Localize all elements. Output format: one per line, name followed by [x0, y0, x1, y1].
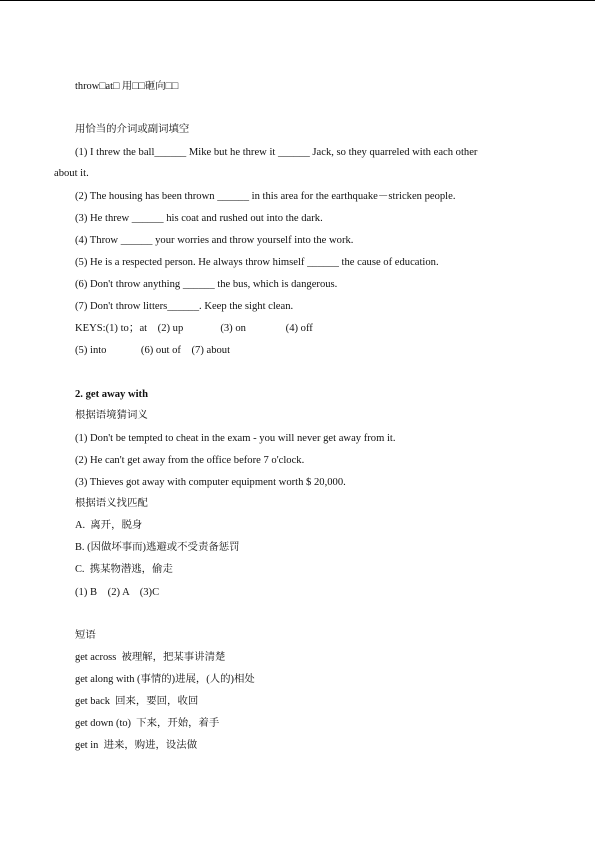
phrase-item-4: get down (to) 下来，开始，着手 [75, 718, 220, 729]
page-top-border [0, 0, 595, 1]
section1-heading: 用恰当的介词或副词填空 [75, 123, 190, 135]
exercise-item-7: (7) Don't throw litters______. Keep the sight clean. [75, 301, 294, 312]
example-sentence-3: (3) Thieves got away with computer equipment worth $ 20,000. [75, 477, 346, 488]
header-line: throw□at□ 用□□砸向□□ [75, 81, 179, 92]
phrase-item-3: get back 回来，要回，收回 [75, 696, 199, 707]
option-b: B. (因做坏事而)逃避或不受责备惩罚 [75, 542, 240, 553]
exercise-item-4: (4) Throw ______ your worries and throw yourself into the work. [75, 235, 354, 246]
match-heading: 根据语义找匹配 [75, 497, 148, 509]
phrase-item-1: get across 被理解，把某事讲清楚 [75, 652, 226, 663]
example-sentence-1: (1) Don't be tempted to cheat in the exam - you will never get away from it. [75, 433, 396, 444]
option-c: C. 携某物潜逃，偷走 [75, 564, 173, 575]
exercise-item-1-cont: about it. [54, 168, 89, 179]
answer-keys-line2: (5) into (6) out of (7) about [75, 345, 231, 356]
phrase-item-5: get in 进来，购进，设法做 [75, 740, 198, 751]
match-answers: (1) B (2) A (3)C [75, 587, 160, 598]
exercise-item-3: (3) He threw ______ his coat and rushed out into the dark. [75, 213, 323, 224]
exercise-item-1: (1) I threw the ball______ Mike but he threw it ______ Jack, so they quarreled with each other [75, 147, 478, 158]
option-a: A. 离开，脱身 [75, 520, 143, 531]
section3-heading: 短语 [75, 629, 96, 641]
answer-keys-line1: KEYS:(1) to；at (2) up (3) on (4) off [75, 323, 313, 334]
phrase-item-2: get along with (事情的)进展，(人的)相处 [75, 674, 255, 685]
section2-title: 2. get away with [75, 389, 148, 400]
exercise-item-2: (2) The housing has been thrown ______ in this area for the earthquake－stricken people. [75, 191, 456, 202]
guess-heading: 根据语境猜词义 [75, 409, 148, 421]
exercise-item-6: (6) Don't throw anything ______ the bus, which is dangerous. [75, 279, 338, 290]
example-sentence-2: (2) He can't get away from the office before 7 o'clock. [75, 455, 305, 466]
exercise-item-5: (5) He is a respected person. He always throw himself ______ the cause of education. [75, 257, 439, 268]
